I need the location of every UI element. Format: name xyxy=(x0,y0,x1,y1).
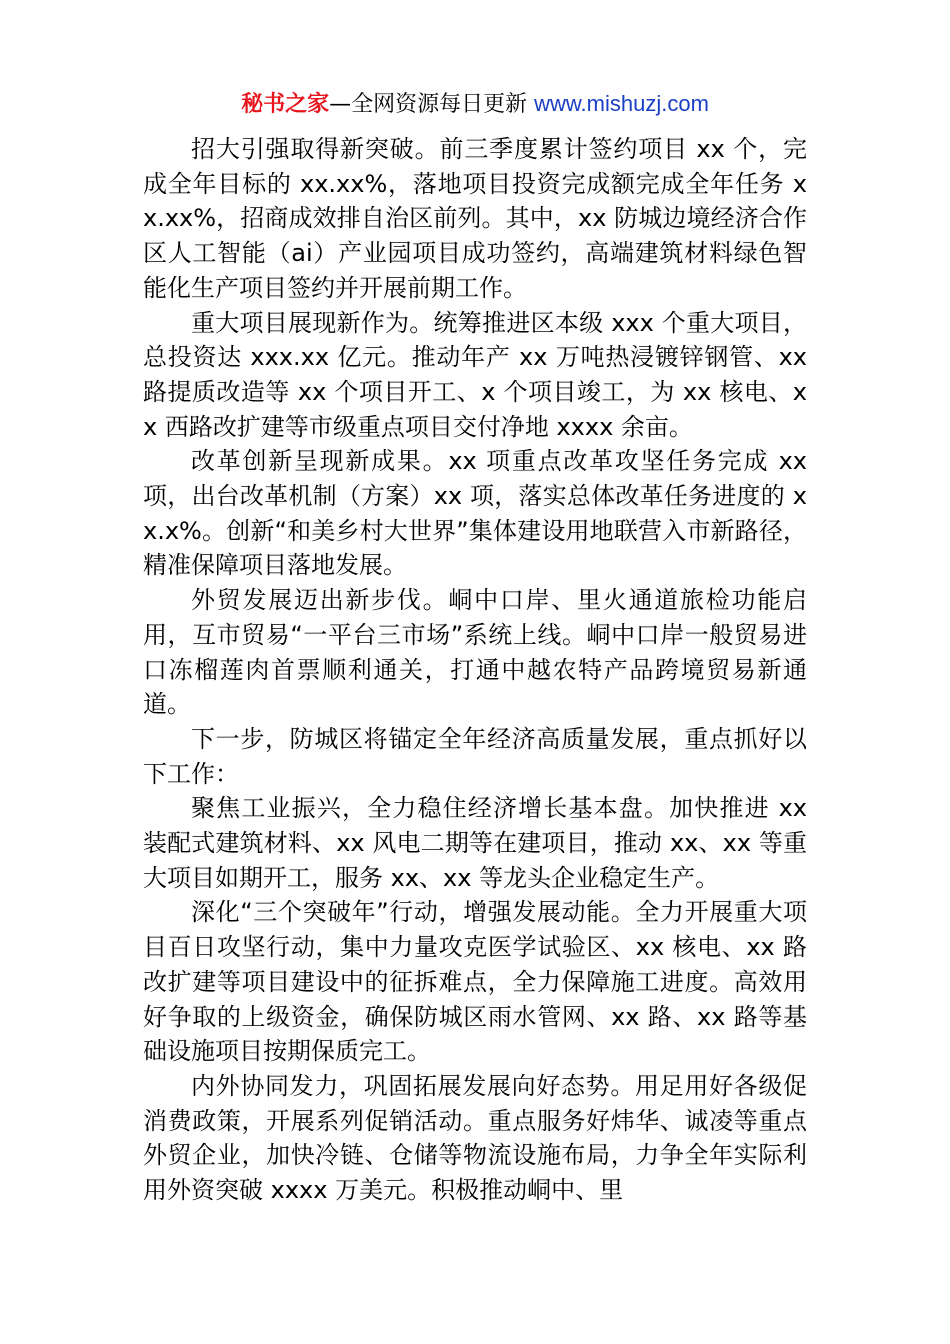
paragraph-three-breakthroughs: 深化“三个突破年”行动，增强发展动能。全力开展重大项目百日攻坚行动，集中力量攻克医学试验区、xx 核电、xx 路改扩建等项目建设中的征拆难点，全力保障施工进度。高效用好争取的上级资金，确保防城区雨水管网、xx 路、xx 路等基础设施项目按期保质完工。 xyxy=(143,898,807,1066)
paragraph-reform: 改革创新呈现新成果。xx 项重点改革攻坚任务完成 xx 项，出台改革机制（方案）xx 项，落实总体改革任务进度的 xx.x%。创新“和美乡村大世界”集体建设用地联营入市新路径，精准保障项目落地发展。 xyxy=(143,447,807,580)
site-url-link[interactable]: www.mishuzj.com xyxy=(534,91,709,116)
paragraph-foreign-trade: 外贸发展迈出新步伐。峒中口岸、里火通道旅检功能启用，互市贸易“一平台三市场”系统上线。峒中口岸一般贸易进口冻榴莲肉首票顺利通关，打通中越农特产品跨境贸易新通道。 xyxy=(143,586,807,719)
paragraph-investment: 招大引强取得新突破。前三季度累计签约项目 xx 个，完成全年目标的 xx.xx%，落地项目投资完成额完成全年任务 xx.xx%，招商成效排自治区前列。其中，xx 防城边境经济合作区人工智能（ai）产业园项目成功签约，高端建筑材料绿色智能化生产项目签约并开展前期工作。 xyxy=(143,135,807,302)
page-header xyxy=(0,88,950,121)
header-slogan: —全网资源每日更新 xyxy=(329,92,535,117)
document-body xyxy=(143,132,807,1208)
paragraph-next-steps: 下一步，防城区将锚定全年经济高质量发展，重点抓好以下工作： xyxy=(143,724,807,788)
brand-name: 秘书之家 xyxy=(241,92,330,117)
paragraph-major-projects: 重大项目展现新作为。统筹推进区本级 xxx 个重大项目，总投资达 xxx.xx 亿元。推动年产 xx 万吨热浸镀锌钢管、xx 路提质改造等 xx 个项目开工、x 个项目竣工，为 xx 核电、xx 西路改扩建等市级重点项目交付净地 xxxx 余亩。 xyxy=(143,308,807,441)
paragraph-coordination: 内外协同发力，巩固拓展发展向好态势。用足用好各级促消费政策，开展系列促销活动。重点服务好炜华、诚凌等重点外贸企业，加快冷链、仓储等物流设施布局，力争全年实际利用外资突破 xxxx 万美元。积极推动峒中、里 xyxy=(143,1071,807,1205)
paragraph-industry: 聚焦工业振兴，全力稳住经济增长基本盘。加快推进 xx 装配式建筑材料、xx 风电二期等在建项目，推动 xx、xx 等重大项目如期开工，服务 xx、xx 等龙头企业稳定生产。 xyxy=(143,794,807,892)
